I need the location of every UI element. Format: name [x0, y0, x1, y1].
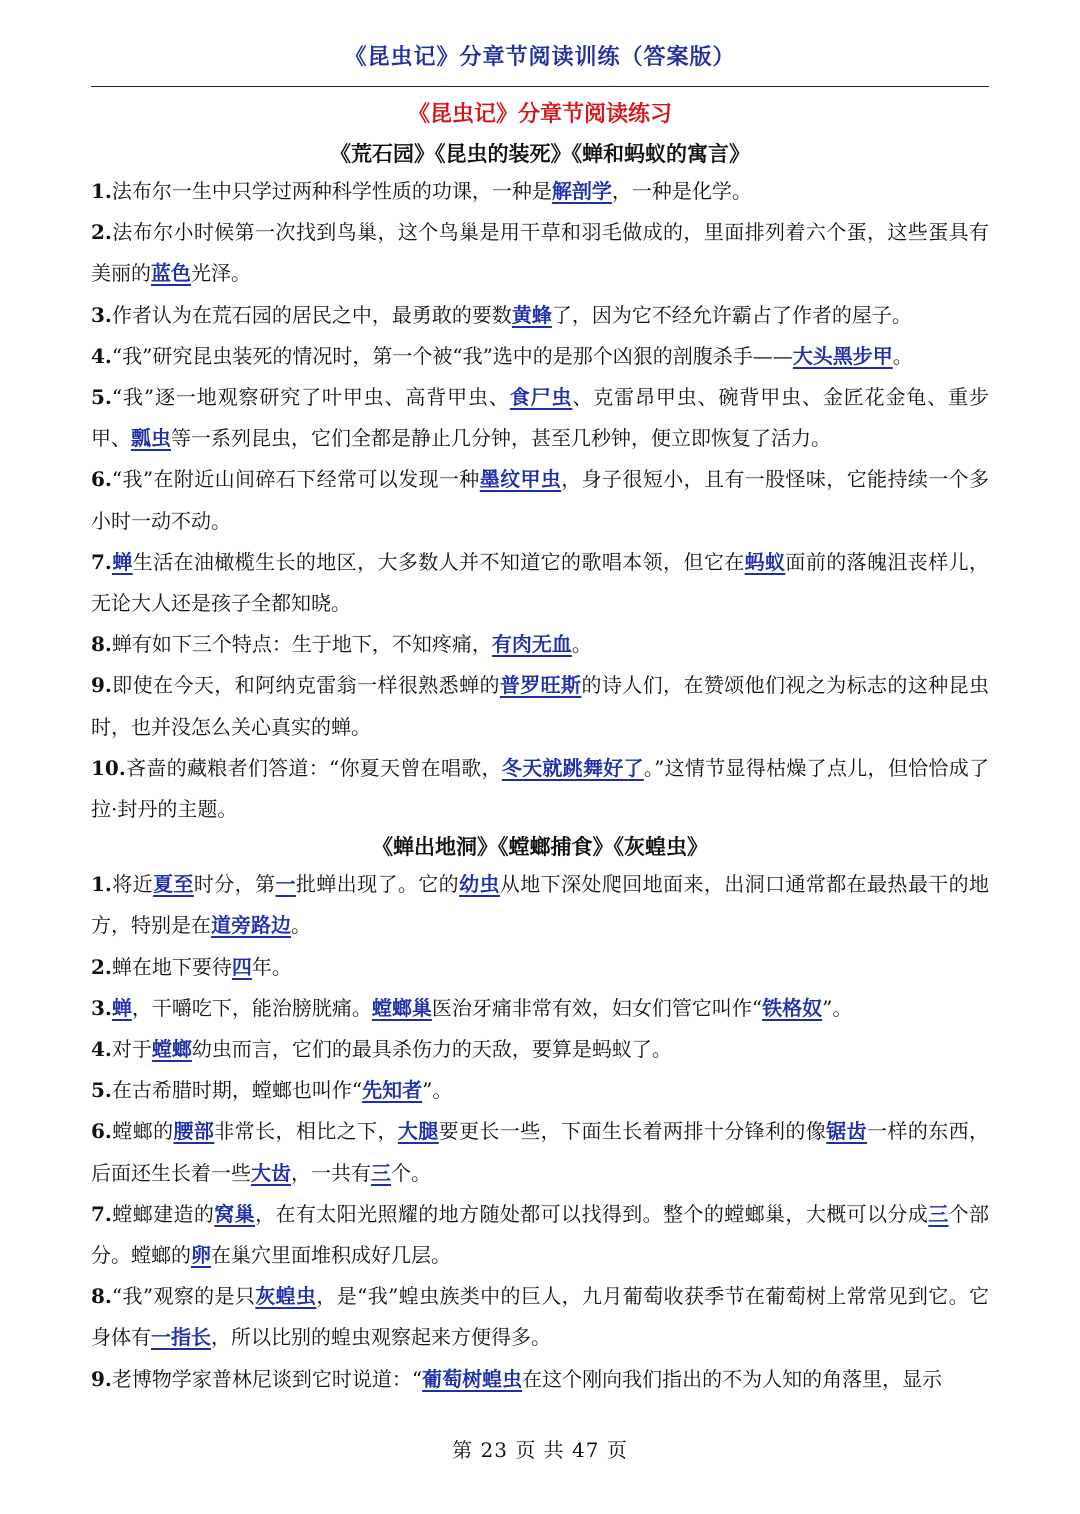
answer-text: 葡萄树蝗虫 [422, 1366, 523, 1391]
question-item [91, 377, 989, 459]
question-number: 2. [91, 220, 112, 245]
question-number: 4. [91, 343, 112, 368]
question-text: ，一种是化学。 [611, 179, 752, 203]
question-item [91, 212, 989, 294]
answer-text: 卵 [191, 1243, 211, 1268]
answer-text: 螳螂 [151, 1037, 192, 1062]
question-text: 蝉在地下要待 [111, 954, 232, 979]
answer-text: 黄蜂 [511, 302, 552, 327]
question-text: ”。 [822, 995, 853, 1020]
question-number: 2. [91, 954, 112, 979]
answer-text: 螳螂巢 [371, 995, 432, 1020]
question-number: 8. [91, 632, 112, 657]
question-text: 了，因为它不经允许霸占了作者的屋子。 [551, 302, 912, 327]
question-item [91, 624, 989, 665]
question-item [91, 864, 989, 946]
answer-text: 冬天就跳舞好了 [501, 755, 644, 780]
question-item [91, 748, 989, 830]
question-text: 在巢穴里面堆积成好几层。 [211, 1243, 451, 1268]
question-text: 法布尔一生中只学过两种科学性质的功课，一种是 [111, 179, 552, 203]
question-item [91, 1276, 989, 1358]
answer-text: 蓝色 [151, 261, 191, 286]
question-text: 螳螂的 [111, 1119, 174, 1144]
question-item [91, 295, 989, 336]
answer-text: 墨纹甲虫 [479, 467, 562, 492]
question-text: “我”研究昆虫装死的情况时，第一个被“我”选中的是那个凶狠的剖腹杀手—— [111, 343, 793, 368]
question-item [91, 947, 989, 988]
question-text: 在古希腊时期，螳螂也叫作“ [111, 1078, 363, 1103]
question-text: 螳螂建造的 [111, 1201, 215, 1226]
question-item [91, 459, 989, 541]
question-text: 时分，第 [193, 872, 276, 897]
question-text: ，干嚼吃下，能治膀胱痛。 [131, 995, 372, 1020]
question-text: 要更长一些，下面生长着两排十分锋利的像 [438, 1119, 827, 1144]
question-text: 。 [892, 343, 913, 368]
question-text: 作者认为在荒石园的居民之中，最勇敢的要数 [111, 302, 512, 327]
answer-text: 先知者 [362, 1078, 423, 1103]
answer-text: 解剖学 [551, 179, 612, 203]
question-text: 年。 [251, 954, 292, 979]
question-text: 即使在今天，和阿纳克雷翁一样很熟悉蝉的 [111, 673, 500, 698]
question-text: 。 [291, 913, 311, 938]
question-text: ，是“我”蝗虫族类中的巨人，九月葡萄收获季节在葡萄树上常常见到它。它身体有 [91, 1284, 990, 1350]
question-text: 。”这情节显得枯燥了点儿，但恰恰成了拉·封丹的主题。 [91, 755, 989, 822]
answer-text: 蚂蚁 [744, 549, 786, 574]
question-text: 非常长，相比之下， [214, 1119, 398, 1144]
answer-text: 大头黑步甲 [792, 343, 893, 368]
question-text: 的诗人们，在赞颂他们视之为标志的这种昆虫时，也并没怎么关心真实的蝉。 [91, 673, 990, 739]
question-number: 4. [91, 1037, 112, 1062]
question-item [91, 665, 989, 747]
question-item [91, 1070, 989, 1111]
question-number: 3. [91, 302, 112, 327]
answer-text: 四 [231, 954, 252, 979]
question-text: 生活在油橄榄生长的地区，大多数人并不知道它的歌唱本领，但它在 [132, 549, 745, 574]
answer-text: 三 [371, 1160, 391, 1185]
question-text: ，所以比别的蝗虫观察起来方便得多。 [211, 1325, 551, 1350]
answer-text: 锯齿 [826, 1119, 868, 1144]
question-text: 医治牙痛非常有效，妇女们管它叫作“ [431, 995, 763, 1020]
answer-text: 夏至 [153, 872, 194, 897]
section-title: 《蝉出地洞》《螳螂捕食》《灰蝗虫》 [372, 834, 708, 860]
answer-text: 蝉 [111, 549, 133, 574]
question-text: 一样的东西，后面还生长着一些 [91, 1119, 990, 1185]
answer-text: 普罗旺斯 [499, 673, 582, 698]
question-text: 批蝉出现了。它的 [295, 872, 460, 897]
question-number: 7. [91, 1201, 112, 1226]
answer-text: 三 [928, 1201, 949, 1226]
question-text: 将近 [111, 872, 154, 897]
question-item [91, 1029, 989, 1070]
question-text: 吝啬的藏粮者们答道：“你夏天曾在唱歌， [125, 755, 502, 780]
page-number: 第 23 页 共 47 页 [452, 1438, 628, 1462]
answer-text: 大齿 [251, 1160, 291, 1185]
answer-text: 腰部 [173, 1119, 215, 1144]
question-number: 3. [91, 995, 112, 1020]
answer-text: 一指长 [151, 1325, 211, 1350]
question-number: 8. [91, 1284, 112, 1309]
header-divider [91, 86, 989, 87]
question-text: ，身子很短小，且有一股怪味，它能持续一个多小时一动不动。 [91, 467, 990, 533]
answer-text: 蝉 [111, 995, 132, 1020]
question-number: 9. [91, 1366, 112, 1391]
document-header: 《昆虫记》分章节阅读训练（答案版） [344, 44, 736, 70]
question-number: 7. [91, 549, 112, 574]
question-item [91, 336, 989, 377]
question-text: “我”在附近山间碎石下经常可以发现一种 [111, 467, 480, 492]
question-text: 等一系列昆虫，它们全都是静止几分钟，甚至几秒钟，便立即恢复了活力。 [171, 426, 831, 451]
question-number: 5. [91, 385, 112, 410]
question-number: 1. [91, 872, 112, 897]
answer-text: 有肉无血 [491, 632, 572, 657]
answer-text: 道旁路边 [211, 913, 291, 938]
question-text: ，在有太阳光照耀的地方随处都可以找得到。整个的螳螂巢，大概可以分成 [255, 1201, 929, 1226]
question-item [91, 1111, 989, 1193]
question-text: 从地下深处爬回地面来，出洞口通常都在最热最干的地方，特别是在 [91, 872, 990, 938]
question-text: 幼虫而言，它们的最具杀伤力的天敌，要算是蚂蚁了。 [191, 1037, 672, 1062]
question-item [91, 988, 989, 1029]
question-text: 个部分。螳螂的 [91, 1201, 990, 1268]
question-text: 、克雷昂甲虫、碗背甲虫、金匠花金龟、重步甲、 [91, 385, 990, 451]
question-number: 6. [91, 467, 112, 492]
question-text: 个。 [391, 1160, 431, 1185]
question-text: ，一共有 [291, 1160, 371, 1185]
answer-text: 灰蝗虫 [255, 1284, 317, 1309]
answer-text: 食尸虫 [509, 385, 573, 410]
question-text: “我”逐一地观察研究了叶甲虫、高背甲虫、 [111, 385, 510, 410]
answer-text: 瓢虫 [131, 426, 171, 451]
answer-text: 幼虫 [459, 872, 500, 897]
question-item [91, 1194, 989, 1276]
question-number: 10. [91, 755, 126, 780]
question-text: 光泽。 [191, 261, 251, 286]
question-text: 蝉有如下三个特点：生于地下，不知疼痛， [111, 632, 492, 657]
question-number: 9. [91, 673, 112, 698]
question-number: 1. [91, 179, 112, 203]
answer-text: 铁格奴 [762, 995, 823, 1020]
answer-text: 一 [275, 872, 296, 897]
question-text: 面前的落魄沮丧样儿，无论大人还是孩子全都知晓。 [91, 549, 990, 616]
answer-text: 窝巢 [214, 1201, 256, 1226]
question-text: 对于 [111, 1037, 152, 1062]
question-item [91, 1359, 989, 1400]
question-number: 5. [91, 1078, 112, 1103]
question-text: 在这个刚向我们指出的不为人知的角落里，显示 [522, 1366, 943, 1391]
question-text: 老博物学家普林尼谈到它时说道：“ [111, 1366, 423, 1391]
question-text: 法布尔小时候第一次找到鸟巢，这个鸟巢是用干草和羽毛做成的，里面排列着六个蛋，这些蛋具有美丽的 [91, 220, 989, 286]
question-list [91, 137, 989, 1400]
question-text: ”。 [422, 1078, 453, 1103]
question-item [91, 171, 989, 212]
page-title: 《昆虫记》分章节阅读练习 [407, 101, 672, 127]
question-text: 。 [571, 632, 592, 657]
question-item [91, 542, 989, 624]
section-title: 《荒石园》《昆虫的装死》《蝉和蚂蚁的寓言》 [330, 141, 750, 166]
question-text: “我”观察的是只 [111, 1284, 256, 1309]
answer-text: 大腿 [397, 1119, 439, 1144]
question-number: 6. [91, 1119, 112, 1144]
